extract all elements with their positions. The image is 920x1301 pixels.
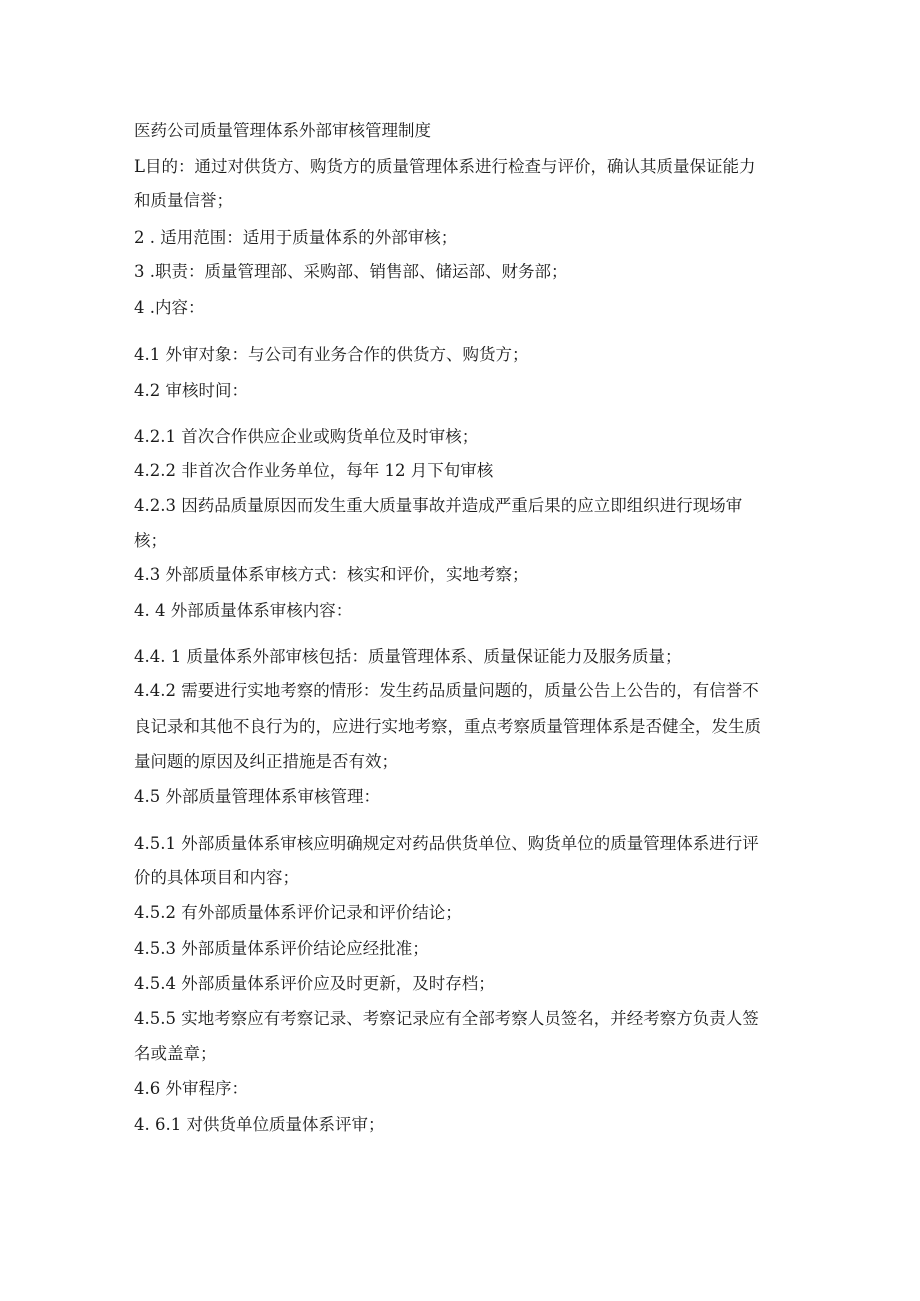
text-line: 核； [134,531,167,550]
text-line: 4.2.3 因药品质量原因而发生重大质量事故并造成严重后果的应立即组织进行现场审 [134,496,743,515]
text-line: 和质量信誉； [134,191,233,210]
text-line: 价的具体项目和内容； [134,868,299,887]
text-line: 4.5.5 实地考察应有考察记录、考察记录应有全部考察人员签名，并经考察方负责人签 [134,1009,759,1028]
text-line: 4.5.3 外部质量体系评价结论应经批准； [134,939,429,958]
text-line: 4.2 审核时间： [134,381,248,400]
document-title: 医药公司质量管理体系外部审核管理制度 [134,121,431,140]
text-line: 4 .内容： [134,298,205,317]
text-line: 4.5 外部质量管理体系审核管理： [134,787,380,806]
text-line: 4.4.2 需要进行实地考察的情形：发生药品质量问题的，质量公告上公告的，有信誉不 [134,681,759,700]
text-line: 4.6 外审程序： [134,1079,248,1098]
text-line: 4. 4 外部质量体系审核内容： [134,601,353,620]
text-line: 4.3 外部质量体系审核方式：核实和评价，实地考察； [134,565,529,584]
text-line: 3 .职责：质量管理部、采购部、销售部、储运部、财务部； [134,262,568,281]
text-line: 4. 6.1 对供货单位质量体系评审； [134,1115,385,1134]
text-line: 4.5.2 有外部质量体系评价记录和评价结论； [134,903,462,922]
text-line: 量问题的原因及纠正措施是否有效； [134,752,398,771]
text-line: L目的：通过对供货方、购货方的质量管理体系进行检查与评价，确认其质量保证能力 [134,157,756,176]
text-line: 2 . 适用范围：适用于质量体系的外部审核； [134,228,458,247]
text-line: 4.5.4 外部质量体系评价应及时更新，及时存档； [134,974,495,993]
text-line: 名或盖章； [134,1044,217,1063]
text-line: 4.1 外审对象：与公司有业务合作的供货方、购货方； [134,345,529,364]
text-line: 4.4. 1 质量体系外部审核包括：质量管理体系、质量保证能力及服务质量； [134,647,682,666]
text-line: 4.2.2 非首次合作业务单位，每年 12 月下旬审核 [134,461,494,480]
text-line: 4.5.1 外部质量体系审核应明确规定对药品供货单位、购货单位的质量管理体系进行评 [134,834,759,853]
text-line: 4.2.1 首次合作供应企业或购货单位及时审核； [134,427,479,446]
text-line: 良记录和其他不良行为的，应进行实地考察，重点考察质量管理体系是否健全，发生质 [134,717,761,736]
